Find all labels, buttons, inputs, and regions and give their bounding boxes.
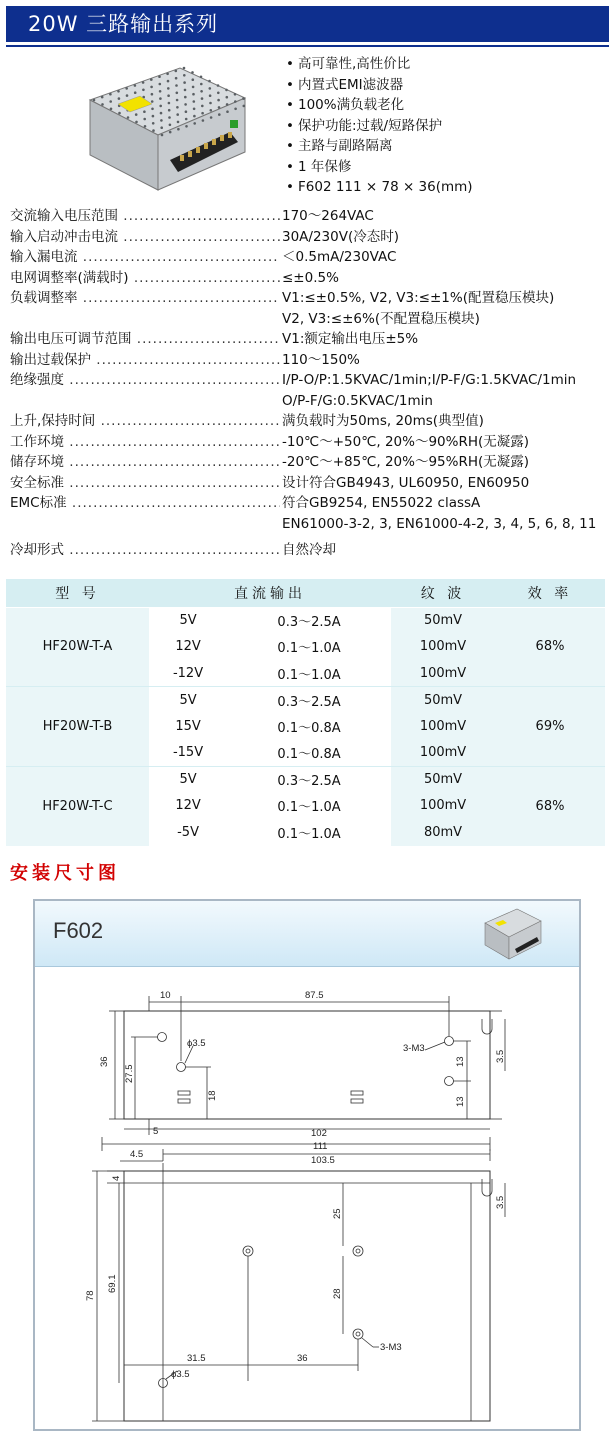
- current-cell: 0.1～1.0A: [227, 634, 391, 661]
- vent-hole: [217, 84, 220, 87]
- spec-value: ＜0.5mA/230VAC: [282, 249, 397, 265]
- vent-hole: [225, 89, 228, 92]
- vent-hole: [126, 94, 129, 97]
- spec-label: 工作环境: [10, 433, 64, 450]
- feature-item: • 主路与副路隔离: [286, 136, 473, 157]
- spec-value: 自然冷却: [282, 542, 336, 558]
- vent-hole: [176, 113, 179, 116]
- spec-row: [10, 432, 610, 453]
- vent-hole: [127, 116, 130, 119]
- table-row: [6, 607, 605, 634]
- vent-hole: [169, 124, 172, 127]
- dim-label: 4: [111, 1175, 122, 1181]
- spec-row: [10, 452, 610, 473]
- vent-hole: [226, 96, 229, 99]
- mount-hole: [158, 1033, 167, 1042]
- spec-label: 输入启动冲击电流: [10, 228, 118, 245]
- spec-row: [10, 473, 610, 494]
- dim-label: 13: [455, 1056, 466, 1067]
- vent-hole: [175, 84, 178, 87]
- feature-item: • F602 111 × 78 × 36(mm): [286, 177, 473, 198]
- current-cell: 0.3～2.5A: [227, 766, 391, 793]
- dim-label: 4.5: [130, 1149, 144, 1160]
- vent-hole: [117, 90, 120, 93]
- vent-hole: [142, 89, 145, 92]
- vent-hole: [150, 86, 153, 89]
- vent-hole: [185, 110, 188, 113]
- vent-hole: [184, 103, 187, 106]
- dim-label: 3.5: [495, 1195, 506, 1209]
- dim-label: 3.5: [495, 1049, 506, 1063]
- vent-hole: [200, 76, 203, 79]
- model-cell: HF20W-T-C: [6, 766, 149, 846]
- ripple-cell: 50mV: [391, 607, 495, 634]
- dimension-drawing: [35, 901, 579, 1429]
- vent-hole: [209, 87, 212, 90]
- vent-hole: [184, 96, 187, 99]
- mount-hole: [177, 1063, 186, 1072]
- vent-hole: [185, 118, 188, 121]
- ripple-cell: 100mV: [391, 793, 495, 820]
- spec-value: V1:额定输出电压±5%: [282, 331, 419, 347]
- dim-label: 10: [160, 990, 171, 1001]
- vent-hole: [201, 105, 204, 108]
- vent-hole: [200, 83, 203, 86]
- feature-item: • 100%满负载老化: [286, 95, 473, 116]
- vent-hole: [234, 108, 237, 111]
- spec-row: [10, 309, 610, 330]
- drawing-model-code: F602: [53, 918, 104, 943]
- vent-hole: [134, 91, 137, 94]
- vent-hole: [135, 113, 138, 116]
- vent-hole: [166, 73, 169, 76]
- voltage-cell: 15V: [149, 713, 227, 740]
- vent-hole: [167, 87, 170, 90]
- spec-value: 170～264VAC: [282, 208, 374, 224]
- voltage-cell: -5V: [149, 819, 227, 846]
- current-cell: 0.1～1.0A: [227, 819, 391, 846]
- spec-value: 30A/230V(冷态时): [282, 228, 399, 245]
- vent-hole: [167, 94, 170, 97]
- dim-label: 102: [311, 1128, 327, 1139]
- vent-hole: [202, 119, 205, 122]
- spec-label: 安全标准: [10, 474, 64, 491]
- voltage-cell: -15V: [149, 740, 227, 767]
- spec-row: [10, 411, 610, 432]
- current-cell: 0.1～0.8A: [227, 713, 391, 740]
- feature-item: • 保护功能:过载/短路保护: [286, 116, 473, 137]
- model-cell: HF20W-T-A: [6, 607, 149, 687]
- vent-hole: [226, 103, 229, 106]
- vent-hole: [193, 122, 196, 125]
- dim-label: 5: [153, 1126, 159, 1137]
- vent-hole: [191, 71, 194, 74]
- vent-hole: [125, 87, 128, 90]
- vent-hole: [144, 125, 147, 128]
- mount-hole: [353, 1246, 363, 1256]
- spec-value: 设计符合GB4943, UL60950, EN60950: [282, 474, 530, 491]
- bottom-view-outline: [124, 1171, 490, 1421]
- table-row: [6, 766, 605, 793]
- vent-hole: [168, 102, 171, 105]
- spec-row: [10, 227, 610, 248]
- spec-row: [10, 247, 610, 268]
- vent-hole: [160, 126, 163, 129]
- spec-row: [10, 206, 610, 227]
- current-cell: 0.1～1.0A: [227, 660, 391, 687]
- voltage-cell: 5V: [149, 766, 227, 793]
- vent-hole: [183, 67, 186, 70]
- vent-hole: [109, 100, 112, 103]
- vent-hole: [242, 97, 245, 100]
- vent-hole: [152, 115, 155, 118]
- vent-hole: [200, 90, 203, 93]
- table-header-row: [6, 579, 605, 607]
- vent-hole: [110, 108, 113, 111]
- vent-hole: [152, 122, 155, 125]
- mount-hole: [445, 1037, 454, 1046]
- install-section-title: 安装尺寸图: [10, 863, 120, 884]
- efficiency-cell: 69%: [495, 687, 605, 767]
- vent-hole: [151, 108, 154, 111]
- spec-value: -20℃～+85℃, 20%～95%RH(无凝露): [282, 454, 530, 470]
- model-table: [6, 579, 605, 846]
- spec-label: 负载调整率: [10, 290, 78, 306]
- model-cell: HF20W-T-B: [6, 687, 149, 767]
- vent-slot: [178, 1099, 190, 1103]
- spec-row: [10, 493, 610, 514]
- vent-hole: [175, 70, 178, 73]
- vent-hole: [234, 93, 237, 96]
- dim-label: 36: [99, 1056, 110, 1067]
- vent-hole: [208, 80, 211, 83]
- vent-hole: [209, 94, 212, 97]
- spec-row: [10, 540, 610, 561]
- current-cell: 0.3～2.5A: [227, 687, 391, 714]
- spec-label: 冷却形式: [10, 542, 64, 558]
- vent-hole: [151, 93, 154, 96]
- vent-hole: [167, 80, 170, 83]
- spec-value: I/P-O/P:1.5KVAC/1min;I/P-F/G:1.5KVAC/1min: [282, 372, 577, 388]
- vent-hole: [192, 93, 195, 96]
- vent-hole: [243, 105, 246, 108]
- vent-hole: [143, 110, 146, 113]
- spec-label: EMC标准: [10, 495, 67, 511]
- col-ripple: 纹 波: [391, 579, 495, 607]
- vent-hole: [160, 112, 163, 115]
- voltage-cell: -12V: [149, 660, 227, 687]
- vent-hole: [169, 131, 172, 134]
- efficiency-cell: 68%: [495, 766, 605, 846]
- col-efficiency: 效 率: [495, 579, 605, 607]
- vent-hole: [217, 92, 220, 95]
- efficiency-cell: 68%: [495, 607, 605, 687]
- ripple-cell: 50mV: [391, 687, 495, 714]
- col-dc-output: 直流输出: [149, 579, 391, 607]
- vent-hole: [218, 106, 221, 109]
- dim-label: 69.1: [107, 1274, 118, 1293]
- spec-label: 交流输入电压范围: [10, 208, 118, 224]
- dim-label: 36: [297, 1353, 308, 1364]
- spec-label: 储存环境: [10, 454, 64, 470]
- vent-hole: [177, 128, 180, 131]
- dim-label: 28: [332, 1288, 343, 1299]
- dim-label: 3-M3: [380, 1342, 402, 1353]
- vent-hole: [135, 121, 138, 124]
- dim-label: ϕ3.5: [171, 1369, 190, 1380]
- vent-slot: [351, 1099, 363, 1103]
- table-row: [6, 687, 605, 714]
- vent-hole: [175, 77, 178, 80]
- vent-hole: [101, 103, 104, 106]
- mount-hole: [445, 1077, 454, 1086]
- dim-label: 13: [455, 1096, 466, 1107]
- vent-hole: [118, 112, 121, 115]
- spec-value: 满负载时为50ms, 20ms(典型值): [282, 413, 484, 429]
- vent-hole: [158, 75, 161, 78]
- dim-label: ϕ3.5: [187, 1038, 206, 1049]
- vent-hole: [185, 125, 188, 128]
- vent-hole: [218, 113, 221, 116]
- spec-value: -10℃～+50℃, 20%～90%RH(无凝露): [282, 433, 530, 450]
- vent-hole: [201, 97, 204, 100]
- mount-hole: [243, 1246, 253, 1256]
- page-title: 20W 三路输出系列: [6, 6, 609, 42]
- voltage-cell: 5V: [149, 607, 227, 634]
- vent-hole: [226, 110, 229, 113]
- spec-value: V2, V3:≤±6%(不配置稳压模块): [282, 310, 480, 327]
- vent-hole: [159, 90, 162, 93]
- vent-hole: [176, 99, 179, 102]
- vent-hole: [201, 112, 204, 115]
- vent-hole: [193, 115, 196, 118]
- spec-value: O/P-F/G:0.5KVAC/1min: [282, 392, 433, 409]
- spec-label: 输入漏电流: [10, 249, 78, 265]
- vent-hole: [152, 129, 155, 132]
- spec-list: [10, 206, 610, 561]
- vent-hole: [192, 86, 195, 89]
- vent-hole: [209, 102, 212, 105]
- feature-list: [286, 54, 473, 198]
- ripple-cell: 80mV: [391, 819, 495, 846]
- voltage-cell: 12V: [149, 634, 227, 661]
- vent-hole: [159, 105, 162, 108]
- vent-hole: [134, 84, 137, 87]
- voltage-cell: 12V: [149, 793, 227, 820]
- vent-hole: [118, 97, 121, 100]
- vent-hole: [168, 116, 171, 119]
- col-model: 型 号: [6, 579, 149, 607]
- dim-label: 27.5: [124, 1064, 135, 1083]
- vent-slot: [351, 1091, 363, 1095]
- vent-hole: [183, 74, 186, 77]
- vent-hole: [168, 109, 171, 112]
- dim-label: 18: [207, 1090, 218, 1101]
- vent-hole: [101, 96, 104, 99]
- spec-row: [10, 268, 610, 289]
- ripple-cell: 100mV: [391, 660, 495, 687]
- spec-value: 符合GB9254, EN55022 classA: [282, 495, 481, 511]
- vent-hole: [193, 108, 196, 111]
- dimension-drawing-panel: [33, 899, 581, 1431]
- dim-label: 103.5: [311, 1155, 335, 1166]
- spec-row: [10, 391, 610, 412]
- product-photo: [80, 60, 250, 195]
- dim-label: 78: [85, 1290, 96, 1301]
- dim-label: 31.5: [187, 1353, 206, 1364]
- vent-hole: [210, 109, 213, 112]
- spec-value: ≤±0.5%: [282, 269, 339, 286]
- feature-item: • 内置式EMI滤波器: [286, 75, 473, 96]
- feature-item: • 1 年保修: [286, 157, 473, 178]
- title-underline: [6, 45, 609, 47]
- vent-hole: [93, 99, 96, 102]
- mount-hole: [353, 1329, 363, 1339]
- vent-hole: [192, 78, 195, 81]
- vent-hole: [183, 81, 186, 84]
- vent-hole: [184, 89, 187, 92]
- vent-hole: [142, 81, 145, 84]
- spec-row: [10, 350, 610, 371]
- vent-slot: [178, 1091, 190, 1095]
- voltage-cell: 5V: [149, 687, 227, 714]
- dim-label: 3-M3: [403, 1043, 425, 1054]
- ripple-cell: 50mV: [391, 766, 495, 793]
- vent-hole: [193, 100, 196, 103]
- vent-hole: [161, 134, 164, 137]
- feature-item: • 高可靠性,高性价比: [286, 54, 473, 75]
- spec-label: 绝缘强度: [10, 372, 64, 388]
- spec-label: 输出过载保护: [10, 351, 91, 368]
- vent-hole: [234, 100, 237, 103]
- vent-hole: [176, 106, 179, 109]
- vent-hole: [160, 119, 163, 122]
- dim-label: 25: [332, 1208, 343, 1219]
- spec-row: [10, 329, 610, 350]
- vent-hole: [176, 92, 179, 95]
- dim-label: 111: [313, 1141, 328, 1152]
- vent-hole: [151, 100, 154, 103]
- vent-hole: [159, 97, 162, 100]
- current-cell: 0.1～1.0A: [227, 793, 391, 820]
- spec-value: EN61000-3-2, 3, EN61000-4-2, 3, 4, 5, 6, 8, 11: [282, 515, 597, 532]
- ripple-cell: 100mV: [391, 634, 495, 661]
- spec-label: 输出电压可调节范围: [10, 331, 132, 347]
- vent-hole: [177, 121, 180, 124]
- ripple-cell: 100mV: [391, 713, 495, 740]
- vent-hole: [210, 116, 213, 119]
- vent-hole: [143, 118, 146, 121]
- current-cell: 0.1～0.8A: [227, 740, 391, 767]
- spec-value: 110～150%: [282, 351, 360, 368]
- spec-label: 电网调整率(满载时): [10, 269, 129, 286]
- spec-value: V1:≤±0.5%, V2, V3:≤±1%(配置稳压模块): [282, 290, 555, 306]
- vent-hole: [109, 93, 112, 96]
- current-cell: 0.3～2.5A: [227, 607, 391, 634]
- ripple-cell: 100mV: [391, 740, 495, 767]
- vent-hole: [217, 99, 220, 102]
- spec-row: [10, 370, 610, 391]
- vent-hole: [159, 83, 162, 86]
- dim-label: 87.5: [305, 990, 324, 1001]
- spec-row: [10, 514, 610, 535]
- spec-label: 上升,保持时间: [10, 413, 96, 429]
- spec-row: [10, 288, 610, 309]
- vent-hole: [150, 78, 153, 81]
